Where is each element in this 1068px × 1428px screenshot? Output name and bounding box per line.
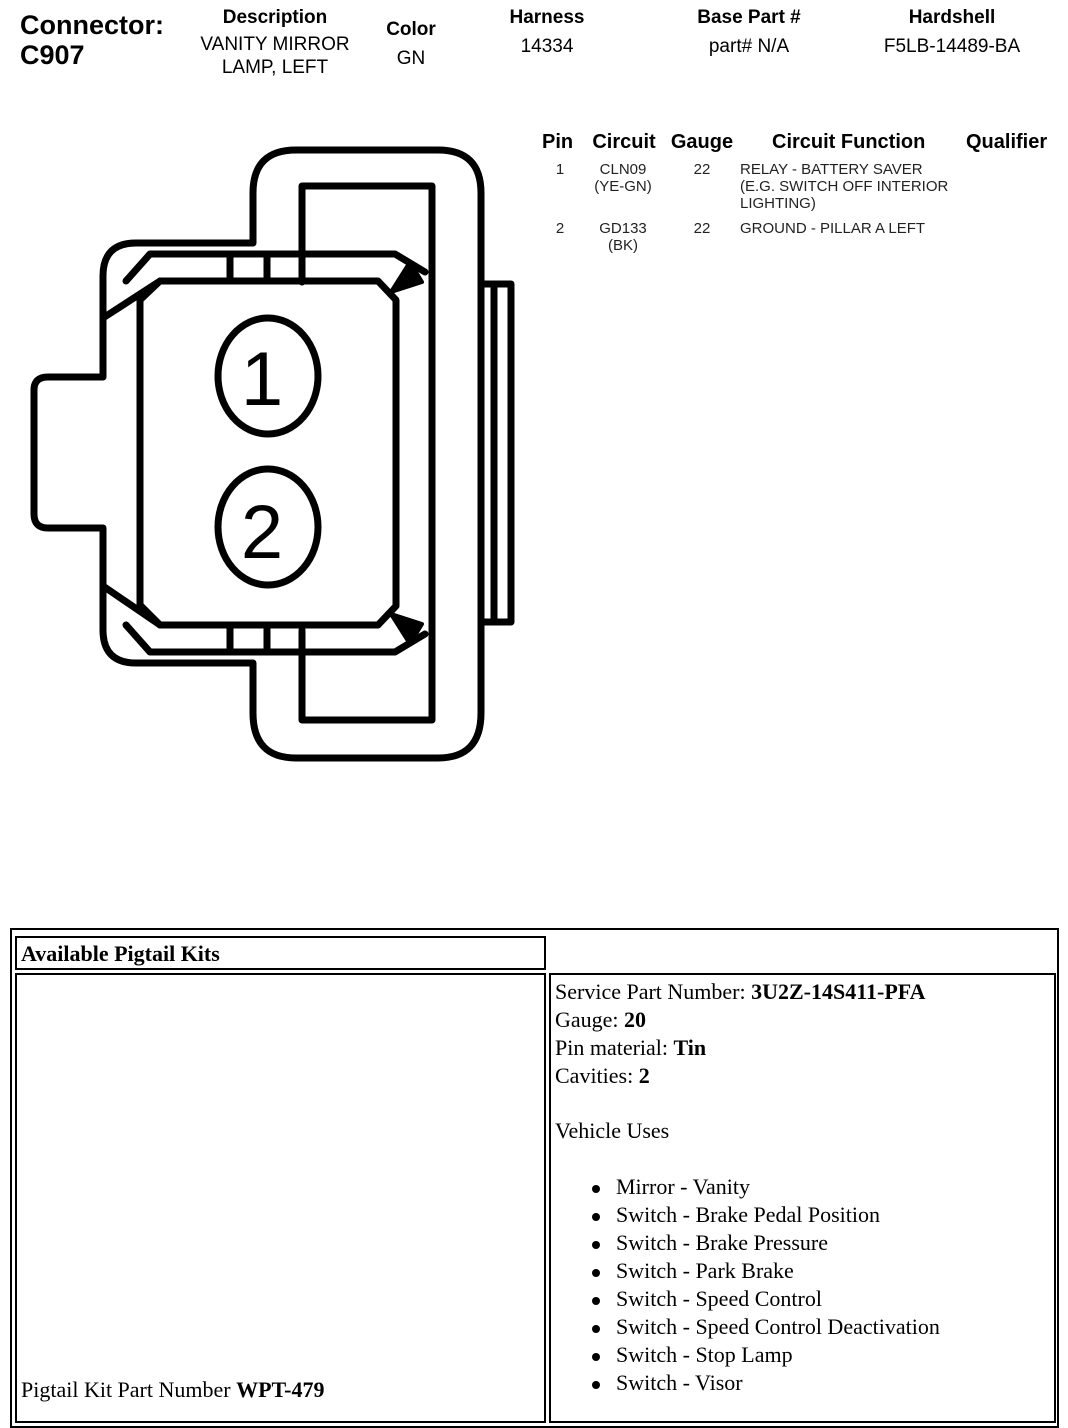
hardshell-value: F5LB-14489-BA (883, 36, 1021, 57)
gauge-value: 20 (624, 1007, 647, 1032)
hardshell-column (862, 6, 1042, 58)
row-2-pin: 2 (555, 220, 565, 237)
gauge-line (555, 1006, 940, 1034)
row-2-gauge: 22 (693, 220, 711, 237)
col-gauge-header: Gauge (670, 131, 734, 153)
col-circuit-header: Circuit (592, 131, 656, 153)
col-qualifier-header: Qualifier (966, 131, 1048, 153)
list-item: Switch - Brake Pedal Position (588, 1201, 940, 1229)
gauge-label: Gauge: (555, 1007, 625, 1032)
pigtail-title-cell (15, 936, 546, 970)
list-item: Switch - Stop Lamp (588, 1341, 940, 1369)
cavities-line (555, 1062, 940, 1090)
base-part-value: part# N/A (708, 36, 790, 57)
connector-face-diagram (0, 0, 540, 780)
pin-1-label: 1 (240, 337, 284, 422)
row-2-function (740, 220, 970, 237)
pin-material-value: Tin (673, 1035, 707, 1060)
row-2-circuit-code: GD133 (599, 220, 647, 237)
pin-material-label: Pin material: (555, 1035, 674, 1060)
pigtail-image-cell (15, 973, 546, 1423)
row-2-function-line: GROUND - PILLAR A LEFT (740, 220, 926, 237)
pigtail-kit-part-number (21, 1376, 325, 1404)
pigtail-title: Available Pigtail Kits (21, 941, 220, 966)
connector-id: C907 (20, 40, 85, 70)
color-heading: Color (386, 19, 436, 40)
harness-value: 14334 (520, 36, 574, 57)
row-1-circuit-color: (YE-GN) (594, 178, 652, 195)
list-item: Switch - Speed Control (588, 1285, 940, 1313)
list-item: Switch - Visor (588, 1369, 940, 1397)
base-part-heading: Base Part # (697, 7, 801, 28)
pigtail-details-cell (549, 973, 1056, 1423)
list-item: Switch - Speed Control Deactivation (588, 1313, 940, 1341)
service-part-value: 3U2Z-14S411-PFA (751, 979, 926, 1004)
row-1-function-line: RELAY - BATTERY SAVER (740, 161, 923, 178)
cavities-value: 2 (638, 1063, 650, 1088)
description-line-2: LAMP, LEFT (221, 57, 329, 78)
row-1-function-line: (E.G. SWITCH OFF INTERIOR (740, 178, 949, 195)
row-2-circuit (580, 220, 666, 254)
service-part-number (555, 978, 940, 1006)
col-function-header: Circuit Function (772, 131, 926, 153)
pin-2-label: 2 (240, 490, 284, 575)
row-1-function-line: LIGHTING) (740, 195, 816, 212)
description-line-1: VANITY MIRROR (200, 34, 350, 55)
description-heading: Description (222, 7, 328, 28)
col-pin-header: Pin (542, 131, 574, 153)
row-1-circuit-code: CLN09 (599, 161, 647, 178)
hardshell-heading: Hardshell (908, 7, 996, 28)
vehicle-uses-list (588, 1173, 940, 1397)
base-part-column (664, 6, 834, 58)
connector-label: Connector: (20, 10, 164, 40)
row-1-pin: 1 (555, 161, 565, 178)
color-value: GN (396, 48, 426, 69)
row-1-circuit (580, 161, 666, 195)
service-part-label: Service Part Number: (555, 979, 752, 1004)
vehicle-uses-label: Vehicle Uses (555, 1118, 670, 1143)
list-item: Mirror - Vanity (588, 1173, 940, 1201)
harness-heading: Harness (509, 7, 585, 28)
list-item: Switch - Brake Pressure (588, 1229, 940, 1257)
kit-number: WPT-479 (236, 1377, 325, 1402)
row-1-gauge: 22 (693, 161, 711, 178)
cavities-label: Cavities: (555, 1063, 639, 1088)
kit-label: Pigtail Kit Part Number (21, 1377, 237, 1402)
row-1-function (740, 161, 970, 212)
connector-outer-shell (34, 150, 481, 758)
pin-material-line (555, 1034, 940, 1062)
row-2-circuit-color: (BK) (608, 237, 638, 254)
list-item: Switch - Park Brake (588, 1257, 940, 1285)
